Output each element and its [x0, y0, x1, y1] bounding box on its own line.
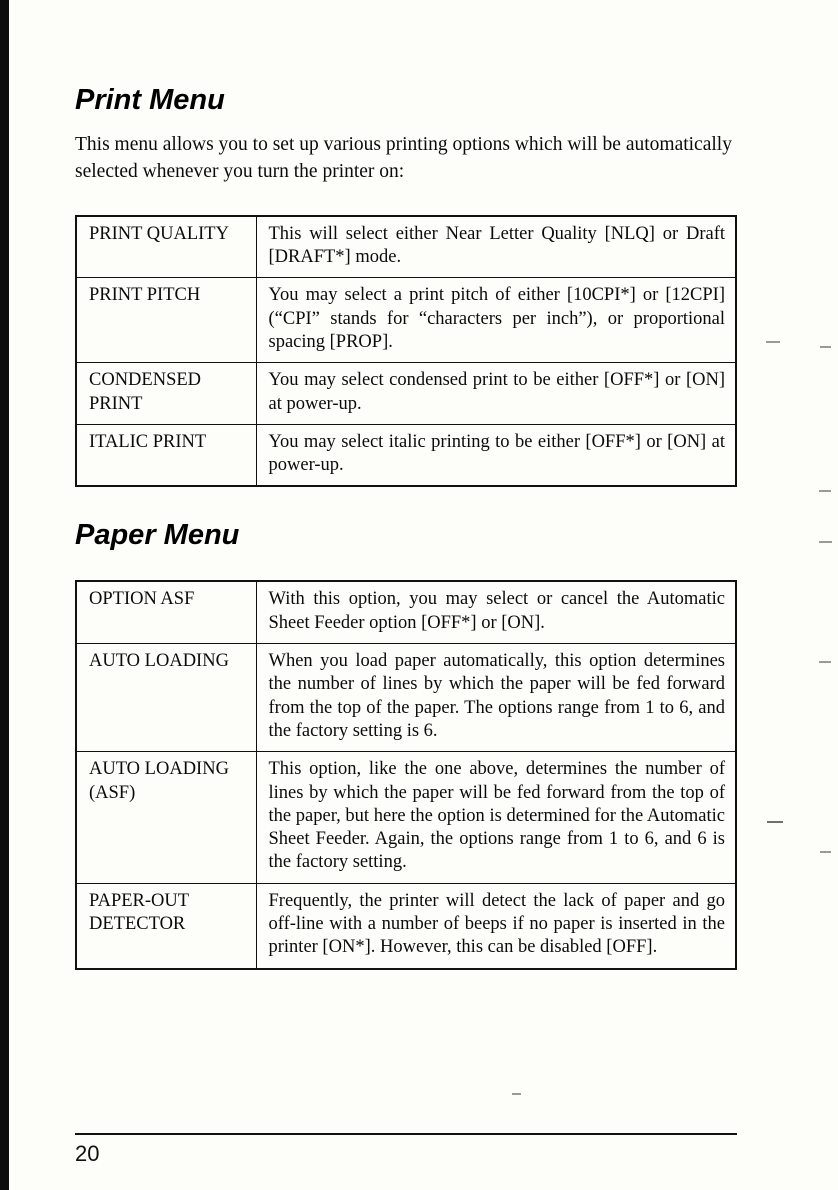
option-name-cell: PAPER-OUT DETECTOR	[76, 883, 256, 968]
option-name-cell: OPTION ASF	[76, 581, 256, 643]
table-row	[76, 278, 736, 363]
option-description-cell: When you load paper automatically, this option determines the number of lines by which the paper will be fed forward from the top of the paper. The options range from 1 to 6, and the factory setting is 6.	[256, 644, 736, 752]
option-name-cell: AUTO LOADING (ASF)	[76, 752, 256, 883]
page-number: 20	[75, 1141, 100, 1166]
table-row	[76, 216, 736, 278]
print-menu-intro: This menu allows you to set up various printing options which will be automatically selected whenever you turn the printer on:	[75, 134, 732, 182]
paper-menu-heading: Paper Menu	[75, 519, 240, 552]
table-row	[76, 752, 736, 883]
table-row	[76, 581, 736, 643]
option-description-cell: You may select condensed print to be either [OFF*] or [ON] at power-up.	[256, 363, 736, 425]
page-content	[75, 0, 737, 970]
option-description-cell: This option, like the one above, determines the number of lines by which the paper will be fed forward from the top of the paper, but here the option is determined for the Automatic Sheet Feeder. Again, the options range from 1 to 6, and 6 is the factory setting.	[256, 752, 736, 883]
scan-artifact	[820, 346, 831, 348]
table-row	[76, 644, 736, 752]
paper-menu-table-body	[76, 581, 736, 968]
print-menu-heading: Print Menu	[75, 84, 225, 116]
scan-artifact	[819, 661, 831, 663]
option-name-cell: CONDENSED PRINT	[76, 363, 256, 425]
table-row	[76, 424, 736, 486]
print-menu-table-body	[76, 216, 736, 487]
footer-rule	[75, 1133, 737, 1135]
option-description-cell: Frequently, the printer will detect the lack of paper and go off-line with a number of beeps if no paper is inserted in the printer [ON*]. However, this can be disabled [OFF].	[256, 883, 736, 968]
table-row	[76, 363, 736, 425]
scan-artifact	[819, 490, 831, 492]
scan-artifact	[766, 341, 780, 343]
option-name-cell: AUTO LOADING	[76, 644, 256, 752]
option-description-cell: This will select either Near Letter Quality [NLQ] or Draft [DRAFT*] mode.	[256, 216, 736, 278]
option-name-cell: PRINT PITCH	[76, 278, 256, 363]
scan-artifact	[767, 821, 783, 823]
scan-artifact	[819, 541, 832, 543]
option-name-cell: PRINT QUALITY	[76, 216, 256, 278]
option-description-cell: With this option, you may select or cancel the Automatic Sheet Feeder option [OFF*] or [ON].	[256, 581, 736, 643]
option-description-cell: You may select a print pitch of either [10CPI*] or [12CPI] (“CPI” stands for “characters per inch”), or proportional spacing [PROP].	[256, 278, 736, 363]
scan-artifact	[820, 851, 831, 853]
option-description-cell: You may select italic printing to be either [OFF*] or [ON] at power-up.	[256, 424, 736, 486]
table-row	[76, 883, 736, 968]
scan-edge-artifact	[0, 0, 9, 1190]
paper-menu-table	[75, 580, 737, 969]
print-menu-table	[75, 215, 737, 488]
option-name-cell: ITALIC PRINT	[76, 424, 256, 486]
scan-artifact	[512, 1093, 521, 1095]
